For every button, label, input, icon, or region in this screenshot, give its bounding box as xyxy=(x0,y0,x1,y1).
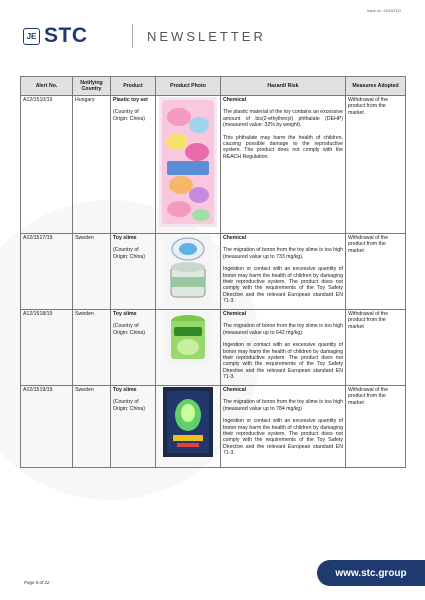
product-photo-cell xyxy=(156,234,221,310)
product-origin: (Country of Origin: China) xyxy=(113,247,146,260)
alert-no: A12/1510/19 xyxy=(21,96,73,234)
product-photo-cell xyxy=(156,96,221,234)
stc-logo-text: STC xyxy=(44,24,88,47)
footer-url-banner[interactable] xyxy=(317,560,425,586)
fluffy-slime-jar-photo xyxy=(165,311,211,365)
product-name: Toy slime xyxy=(113,235,137,241)
col-product: Product xyxy=(111,77,156,96)
product-cell xyxy=(111,96,156,234)
product-origin: (Country of Origin: China) xyxy=(113,109,146,122)
issue-number: Issue no.: 22/19/TCD xyxy=(367,9,401,13)
product-cell xyxy=(111,310,156,386)
hazard-cell xyxy=(221,386,346,468)
hazard-title: Chemical xyxy=(223,97,247,103)
alert-no: A12/1518/19 xyxy=(21,310,73,386)
product-name: Plastic toy set xyxy=(113,97,148,103)
slime-blister-pack-photo xyxy=(163,387,213,457)
alert-no: A12/1519/19 xyxy=(21,386,73,468)
col-notifying-country: Notifying Country xyxy=(73,77,111,96)
product-cell xyxy=(111,386,156,468)
product-photo-cell xyxy=(156,310,221,386)
product-cell xyxy=(111,234,156,310)
table-header-row xyxy=(21,77,406,96)
footer-url-link[interactable]: www.stc.group xyxy=(335,567,407,579)
hazard-title: Chemical xyxy=(223,387,247,393)
stc-logo-mark-icon: JE xyxy=(23,28,40,45)
col-hazard-risk: Hazard/ Risk xyxy=(221,77,346,96)
product-origin: (Country of Origin: China) xyxy=(113,399,146,412)
hazard-consequence: This phthalate may harm the health of children, causing possible damage to the reproductive system. The product does not comply with the REACH Regulation. xyxy=(223,134,343,160)
newsletter-title: NEWSLETTER xyxy=(147,29,266,44)
col-measures-adopted: Measures Adopted xyxy=(346,77,406,96)
measures-adopted: Withdrawal of the product from the market xyxy=(346,234,406,310)
hazard-title: Chemical xyxy=(223,235,247,241)
notifying-country: Sweden xyxy=(73,386,111,468)
alert-no: A12/1517/19 xyxy=(21,234,73,310)
hazard-cell xyxy=(221,96,346,234)
notifying-country: Sweden xyxy=(73,310,111,386)
alert-table xyxy=(20,76,406,468)
hazard-description: The migration of boron from the toy slime is too high (measured value up to 642 mg/kg). xyxy=(223,323,343,336)
hazard-consequence: Ingestion or contact with an excessive quantity of boron may harm the health of children by damaging their reproductive system. The product does not comply with the requirements of the Toy Safety Directive and the relevant European standard EN 71-3. xyxy=(223,342,343,381)
notifying-country: Hungary xyxy=(73,96,111,234)
product-name: Toy slime xyxy=(113,311,137,317)
measures-adopted: Withdrawal of the product from the market xyxy=(346,386,406,468)
table-row xyxy=(21,234,406,310)
col-alert-no: Alert No. xyxy=(21,77,73,96)
page-number: Page 8 of 22 xyxy=(24,580,50,585)
hazard-description: The migration of boron from the toy slime is too high (measured value up to 784 mg/kg) xyxy=(223,399,343,412)
toy-slime-jar-photo xyxy=(165,235,211,307)
table-row xyxy=(21,96,406,234)
header-divider xyxy=(132,24,133,48)
table-row xyxy=(21,386,406,468)
hazard-description: The plastic material of the toy contains an excessive amount of bis(2-ethylhexyl) phthalate (DEHP) (measured value: 32% by weight). xyxy=(223,109,343,129)
notifying-country: Sweden xyxy=(73,234,111,310)
stc-logo xyxy=(23,26,88,46)
measures-adopted: Withdrawal of the product from the market xyxy=(346,96,406,234)
plastic-toy-set-photo xyxy=(159,97,217,227)
hazard-cell xyxy=(221,234,346,310)
product-photo-cell xyxy=(156,386,221,468)
table-row xyxy=(21,310,406,386)
product-name: Toy slime xyxy=(113,387,137,393)
measures-adopted: Withdrawal of the product from the market xyxy=(346,310,406,386)
hazard-consequence: Ingestion or contact with an excessive quantity of boron may harm the health of children by damaging their reproductive system. The product does not comply with the requirements of the Toy Safety Directive and the relevant European standard EN 71-3. xyxy=(223,418,343,457)
hazard-title: Chemical xyxy=(223,311,247,317)
col-product-photo: Product Photo xyxy=(156,77,221,96)
product-origin: (Country of Origin: China) xyxy=(113,323,146,336)
hazard-description: The migration of boron from the toy slime is too high (measured value up to 733 mg/kg). xyxy=(223,247,343,260)
hazard-cell xyxy=(221,310,346,386)
hazard-consequence: Ingestion or contact with an excessive quantity of boron may harm the health of children by damaging their reproductive system. The product does not comply with the requirements of the Toy Safety Directive and the relevant European standard EN 71-3. xyxy=(223,266,343,305)
